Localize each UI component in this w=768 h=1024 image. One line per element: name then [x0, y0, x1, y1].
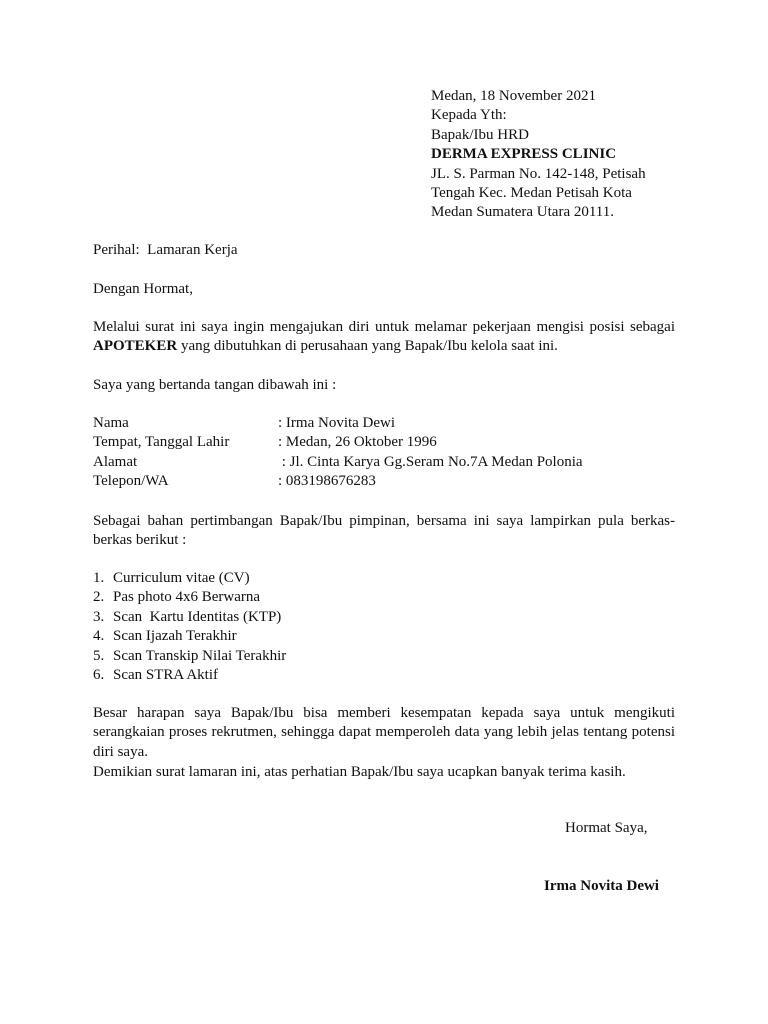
list-text: Scan Kartu Identitas (KTP) [113, 608, 282, 625]
list-text: Curriculum vitae (CV) [113, 570, 250, 586]
identity-value: : Medan, 26 Oktober 1996 [278, 434, 437, 451]
opening-paragraph [93, 318, 675, 357]
attachments-list [93, 569, 675, 685]
recipient: Bapak/Ibu HRD [431, 126, 529, 143]
recipient-address-block [431, 87, 691, 223]
subject-line: Perihal: Lamaran Kerja [93, 242, 238, 258]
address-line: Tengah Kec. Medan Petisah Kota [431, 185, 632, 202]
list-number: 6. [93, 667, 105, 684]
identity-label: Nama [93, 415, 129, 431]
hope-paragraph: Besar harapan saya Bapak/Ibu bisa memberi kesempatan kepada saya untuk mengikuti serangkaian proses rekrutmen, sehingga dapat memperoleh data yang lebih jelas tentang potensi diri saya. [93, 705, 675, 760]
list-item [93, 647, 675, 666]
list-number: 2. [93, 589, 105, 606]
opening-text-before: Melalui surat ini saya ingin mengajukan diri untuk melamar pekerjaan mengisi posisi sebagai [93, 319, 675, 335]
closing-paragraph: Demikian surat lamaran ini, atas perhatian Bapak/Ibu saya ucapkan banyak terima kasih. [93, 764, 626, 780]
opening-text-after: yang dibutuhkan di perusahaan yang Bapak/Ibu kelola saat ini. [177, 338, 558, 355]
position-name: APOTEKER [93, 338, 178, 355]
address-line: JL. S. Parman No. 142-148, Petisah [431, 165, 646, 182]
list-number: 4. [93, 628, 105, 645]
identity-value: : Irma Novita Dewi [278, 415, 396, 431]
identity-intro: Saya yang bertanda tangan dibawah ini : [93, 377, 337, 393]
identity-label: Tempat, Tanggal Lahir [93, 434, 230, 451]
list-item [93, 666, 675, 685]
company-name: DERMA EXPRESS CLINIC [431, 146, 617, 163]
list-item [93, 627, 675, 646]
address-line: Medan Sumatera Utara 20111. [431, 204, 614, 221]
identity-value: : Jl. Cinta Karya Gg.Seram No.7A Medan Polonia [278, 453, 583, 470]
signer-name: Irma Novita Dewi [544, 878, 659, 894]
identity-label: Telepon/WA [93, 473, 169, 490]
list-number: 3. [93, 608, 105, 625]
identity-row [93, 414, 675, 433]
to-line: Kepada Yth: [431, 107, 507, 124]
identity-row [93, 433, 675, 452]
identity-label: Alamat [93, 453, 138, 470]
list-item [93, 608, 675, 627]
list-number: 1. [93, 570, 105, 586]
list-item [93, 588, 675, 607]
list-text: Scan STRA Aktif [113, 667, 219, 684]
greeting: Dengan Hormat, [93, 281, 193, 297]
list-text: Scan Ijazah Terakhir [113, 628, 237, 645]
list-text: Pas photo 4x6 Berwarna [113, 589, 261, 606]
list-text: Scan Transkip Nilai Terakhir [113, 647, 287, 664]
identity-row [93, 472, 675, 491]
salutation: Hormat Saya, [565, 820, 648, 836]
list-number: 5. [93, 647, 105, 664]
list-item [93, 569, 675, 588]
identity-value: : 083198676283 [278, 473, 376, 490]
identity-table [93, 414, 675, 492]
identity-row [93, 453, 675, 472]
attachments-intro: Sebagai bahan pertimbangan Bapak/Ibu pimpinan, bersama ini saya lampirkan pula berkas-berkas berikut : [93, 513, 675, 549]
place-date: Medan, 18 November 2021 [431, 88, 596, 104]
